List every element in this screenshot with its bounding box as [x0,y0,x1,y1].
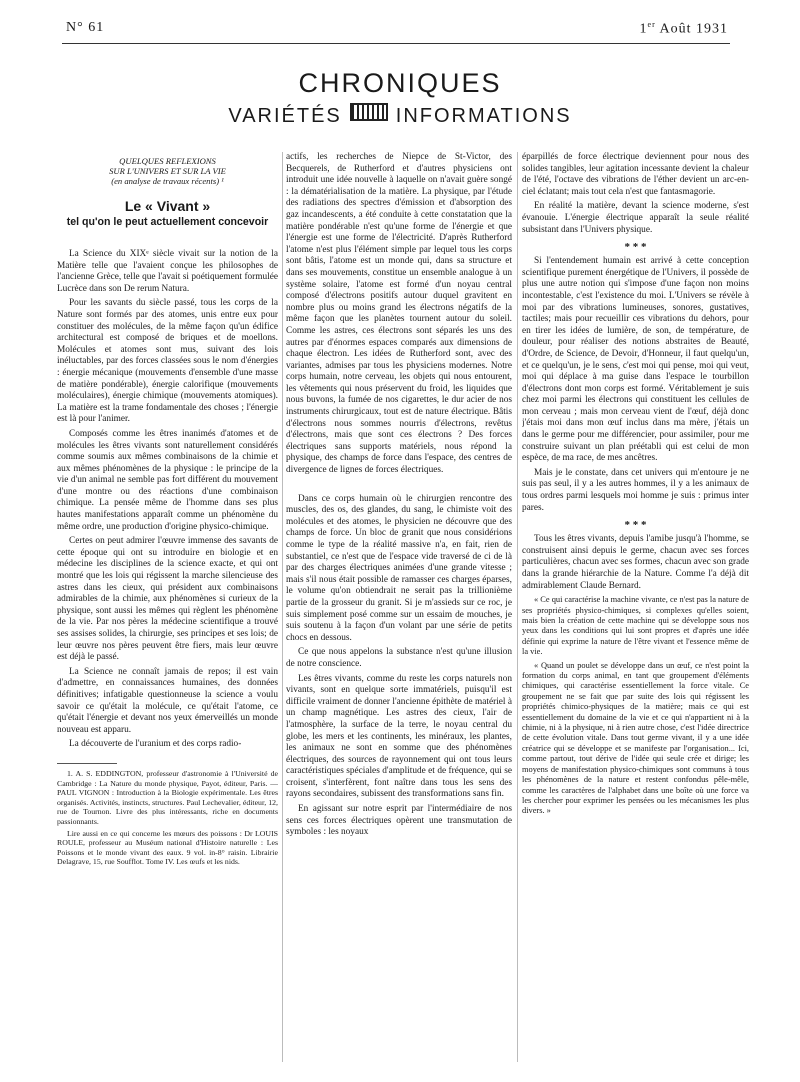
paragraph: En agissant sur notre esprit par l'intermédiaire de nos sens ces forces électriques opèrent une transmutation de symboles : les noyaux [286,804,512,838]
paragraph: La découverte de l'uranium et des corps radio- [69,739,242,750]
footnotes [57,769,278,867]
masthead-title: CHRONIQUES [298,68,502,98]
footnote-rule [57,763,117,764]
column-3 [522,152,749,1062]
footnote: 1. A. S. EDDINGTON, professeur d'astronomie à l'Université de Cambridge : La Nature du monde physique, Payot, éditeur, Paris. — PAUL VIGNON : Introduction à la Biologie expérimentale. Les êtres organisés. Activités, instincts, structures. Paul Lechevalier, éditeur, 12, rue de Tournon. Livre des plus intéressants, riche en documents passionnants. [57,768,278,826]
column-divider [517,152,518,1062]
paragraph: Ce que nous appelons la substance n'est qu'une illusion de notre conscience. [286,647,512,669]
quote-paragraph: « Ce qui caractérise la machine vivante, ce n'est pas la nature de ses propriétés physico-chimiques, si complexes qu'elles soient, mais bien la création de cette machine qui se développe sous nos yeux dans les conditions qui lui sont propres et d'après une idée définie qui exprime la nature de l'être vivant et l'essence même de la vie. [522,595,749,657]
paragraph: La Science du XIXᵉ siècle vivait sur la notion de la Matière telle que l'avaient conçue les philosophes de l'ancienne Grèce, telle que l'avait si poétiquement formulée Lucrèce dans son De rerum Natura. [57,249,278,294]
paragraph: éparpillés de force électrique deviennent pour nous des solides tangibles, leur agitation incessante devient la chaleur de l'été, l'octave des vibrations de l'éther devient un arc-en-ciel éclatant; mais tout cela n'est que fantasmagorie. [522,152,749,197]
article-kicker: QUELQUES REFLEXIONS SUR L'UNIVERS ET SUR LA VIE (en analyse de travaux récents) ¹ [109,156,226,186]
issue-number: N° 61 [66,20,105,35]
footnote: Lire aussi en ce qui concerne les mœurs des poissons : Dr LOUIS ROULE, professeur au Muséum national d'Histoire naturelle : Les Poissons et le monde vivant des eaux. 9 vol. in-8° raisin. Librairie Delagrave, 15, rue Soufflot. Tome IV. Les œufs et les nids. [57,828,278,867]
column-2 [286,152,512,1062]
page-header [66,20,728,42]
article-headline: Le « Vivant » [124,198,211,214]
section-stars: * * * [624,519,647,532]
quote-paragraph: « Quand un poulet se développe dans un œuf, ce n'est point la formation du corps animal, en tant que groupement d'éléments chimiques, qui caractérise essentiellement la force vitale. Ce groupement ne se fait que par suite des lois qui régissent les propriétés chimico-physiques de la matière; mais ce qui est essentiellement du domaine de la vie et ce qui n'appartient ni à la chimie, ni à la physique, ni à rien autre chose, c'est l'idée directrice de cette évolution vitale. Dans tout germe vivant, il y a une idée créatrice qui se développe et se manifeste par l'organisation... Ici, comme partout, tout dérive de l'idée qui seule crée et dirige; les moyens de manifestation physico-chimiques sont communs à tous les phénomènes de la nature et restent confondus pêle-mêle, comme les caractères de l'alphabet dans une boîte où une force va les chercher pour exprimer les pensées ou les mécanismes les plus divers. » [522,660,749,816]
paragraph: Si l'entendement humain est arrivé à cette conception scientifique purement énergétique de l'Univers, il possède de plus une autre notion qui s'impose d'une façon non moins incontestable, c'est l'existence du moi. L'Univers se révèle à moi par des vibrations lumineuses, sonores, gustatives, tactiles; mais pour recueillir ces vibrations du dehors, pour en tirer les idées de lumière, de son, de température, de douleur, pour réaliser des notions abstraites de Beauté, d'Ordre, de Science, de Devoir, d'Honneur, il faut quelqu'un, et ce quelqu'un, je le sens, c'est moi qui pense, moi qui veut, moi qui déplace à ma guise dans l'espace le tourbillon d'électrons dont mon corps est formé. Véritablement je suis chez moi parmi les électrons qui constituent les cellules de mon cerveau ; mais mon cerveau vient de l'œuf, déjà donc j'étais moi dans mon œuf inclus dans ma mère, j'étais un dans le germe pour me différencier, pour assimiler, pour me construire suivant un plan préétabli qui est celui de mon espèce, de ma race, de mes ancêtres. [522,256,749,464]
paragraph: Dans ce corps humain où le chirurgien rencontre des muscles, des os, des glandes, du sang, le chimiste voit des molécules et des atomes, le physicien ne découvre que des champs de force. Un bloc de granit que nous considérions comme le type de la réalité massive n'a, en fait, rien de substantiel, ce n'est que de l'espace vide traversé de ci de là par des charges électriques animées d'une grande vitesse ; mais s'il nous était possible de ramasser ces charges éparses, le volume qu'on obtiendrait ne serait pas la trillionième partie de la grosseur du granit. Si je m'assieds sur ce roc, je suis simplement posé comme sur un essaim de mouches, je suis soutenu à la façon d'un volant par une série de petits chocs en dessous. [286,493,512,643]
section-stars: * * * [624,241,647,254]
paragraph: actifs, les recherches de Niepce de St-Victor, des Becquerels, de Rutherford et d'autres physiciens ont introduit une idée nouvelle à laquelle on n'avait guère songé : la dématérialisation de la matière. La physique, par l'étude des radiations des spectres d'émission et d'absorption des gaz incandescents, a été conduite à cette constatation que la matière pondérable n'est qu'une forme de l'énergie et que l'énergie est une forme de l'électricité. D'après Rutherford l'atome n'est plus l'élément simple par lequel tous les corps sont bâtis, l'atome est un monde qui, dans sa structure et dans ses mouvements, constitue un ensemble analogue à un système solaire, l'atome est formé d'un noyau central composé d'électrons positifs autour duquel gravitent en nombre plus ou moins grand les électrons négatifs de la même façon que les planètes tournent autour du soleil. Comme les astres, ces électrons sont séparés les uns des autres par d'énormes espaces comparés aux dimensions de chaque électron. Les idées de Rutherford sont, avec des variantes, admises par tous les physiciens modernes. Notre corps humain, notre cerveau, les objets qui nous entourent, les vêtements qui nous préservent du froid, les liquides que nous buvons, la fumée de nos cigarettes, le dur acier de nos instruments chirurgicaux, tout est de nature électrique. Bâtis d'électrons nous sommes nourris d'électrons, revêtus d'électrons, mais que sont ces électrons ? Des forces électriques sans supports matériels, nous répond la physique, des champs de force dans l'espace, des centres de divergence de lignes de forces électriques. [286,152,512,476]
paragraph: Composés comme les êtres inanimés d'atomes et de molécules les êtres vivants sont naturellement considérés comme soumis aux mêmes combinaisons de la chimie et aux mêmes phénomènes de la physique : le principe de la vie d'un animal ne semble pas fort différent du mouvement d'une montre ou des réactions d'une combinaison chimique. La pensée même de l'homme dans ses plus hautes manifestations apparaît comme un phénomène du même ordre, une production d'origine physico-chimique. [57,428,278,532]
paragraph: Tous les êtres vivants, depuis l'amibe jusqu'à l'homme, se construisent ainsi depuis le germe, chacun avec ses forces particulières, chacun avec ses formes, chacun avec son grade dans la grande hiérarchie de la Nature. Comme l'a déjà dit admirablement Claude Bernard. [522,534,749,591]
paragraph: Certes on peut admirer l'œuvre immense des savants de cette époque qui ont su introduire en biologie et en médecine les disciplines de la science exacte, et qui ont montré que les lois qui régissent la marche silencieuse des astres dans les cieux, qui président aux combinaisons admirables de la chimie, aux phénomènes si curieux de la physique, sont aussi les mêmes qui règlent les phénomène de la vie. Par nos pères la médecine scientifique a trouvé ses assises solides, la chirurgie, ses principes et ses lois; de leur œuvre nos pères peuvent être fiers, mais leur œuvre est déjà le passé. [57,536,278,663]
ornament-icon [350,103,388,121]
paragraph: Pour les savants du siècle passé, tous les corps de la Nature sont formés par des atomes, unis entre eux pour constituer des molécules, de la même façon qu'un édifice architectural est composé de briques et de moellons. Molécules et atomes sont mus, suivant des lois inéluctables, par des forces classées sous le nom d'énergies : énergie mécanique (mouvements d'ensemble d'une masse de matière pondérable), énergie calorifique (mouvements moléculaires), énergie chimique (mouvements atomiques). La matière est la trame fondamentale des choses ; l'énergie est là pour l'animer. [57,298,278,425]
paragraph: La Science ne connaît jamais de repos; il est vain d'admettre, en connaissances humaines, des données définitives; infatigable questionneuse la science a voulu savoir ce qu'était la molécule, ce qu'était l'atome, ce qu'était l'énergie et devant nos yeux émerveillés un monde nouveau est apparu. [57,666,278,735]
masthead [0,68,800,128]
masthead-subtitle [0,103,800,128]
article-subheadline: tel qu'on le peut actuellement concevoir [66,216,269,228]
paragraph: Les êtres vivants, comme du reste les corps naturels non vivants, sont en quelque sorte immatériels, puisqu'il est difficile vraiment de donner l'ancienne épithète de matériel à un champ magnétique. Les astres des cieux, l'air de l'atmosphère, la surface de la terre, le noyau central du globe, les mers et les continents, les minéraux, les plantes, les animaux ne sont en somme que des phénomènes électriques, des sources de rayonnement qui ont tous leurs caractéristiques spéciales d'amplitude et de fréquence, qui se croisent, s'interfèrent, font naître dans tous les sens des rayons secondaires, subissent des transformations sans fin. [286,673,512,800]
paragraph: En réalité la matière, devant la science moderne, s'est évanouie. L'énergie électrique apparaît la seule réalité subsistant dans l'Univers physique. [522,201,749,235]
issue-date: 1er Août 1931 [639,20,728,37]
header-rule [62,43,730,44]
paragraph: Mais je le constate, dans cet univers qui m'entoure je ne suis pas seul, il y a les autres hommes, il y a les animaux de tous ordres parmi lesquels moi homme je suis : primus inter pares. [522,467,749,513]
column-1 [57,152,278,1062]
column-divider [282,152,283,1062]
masthead-informations: INFORMATIONS [395,105,572,127]
masthead-varietes: VARIÉTÉS [228,105,342,127]
